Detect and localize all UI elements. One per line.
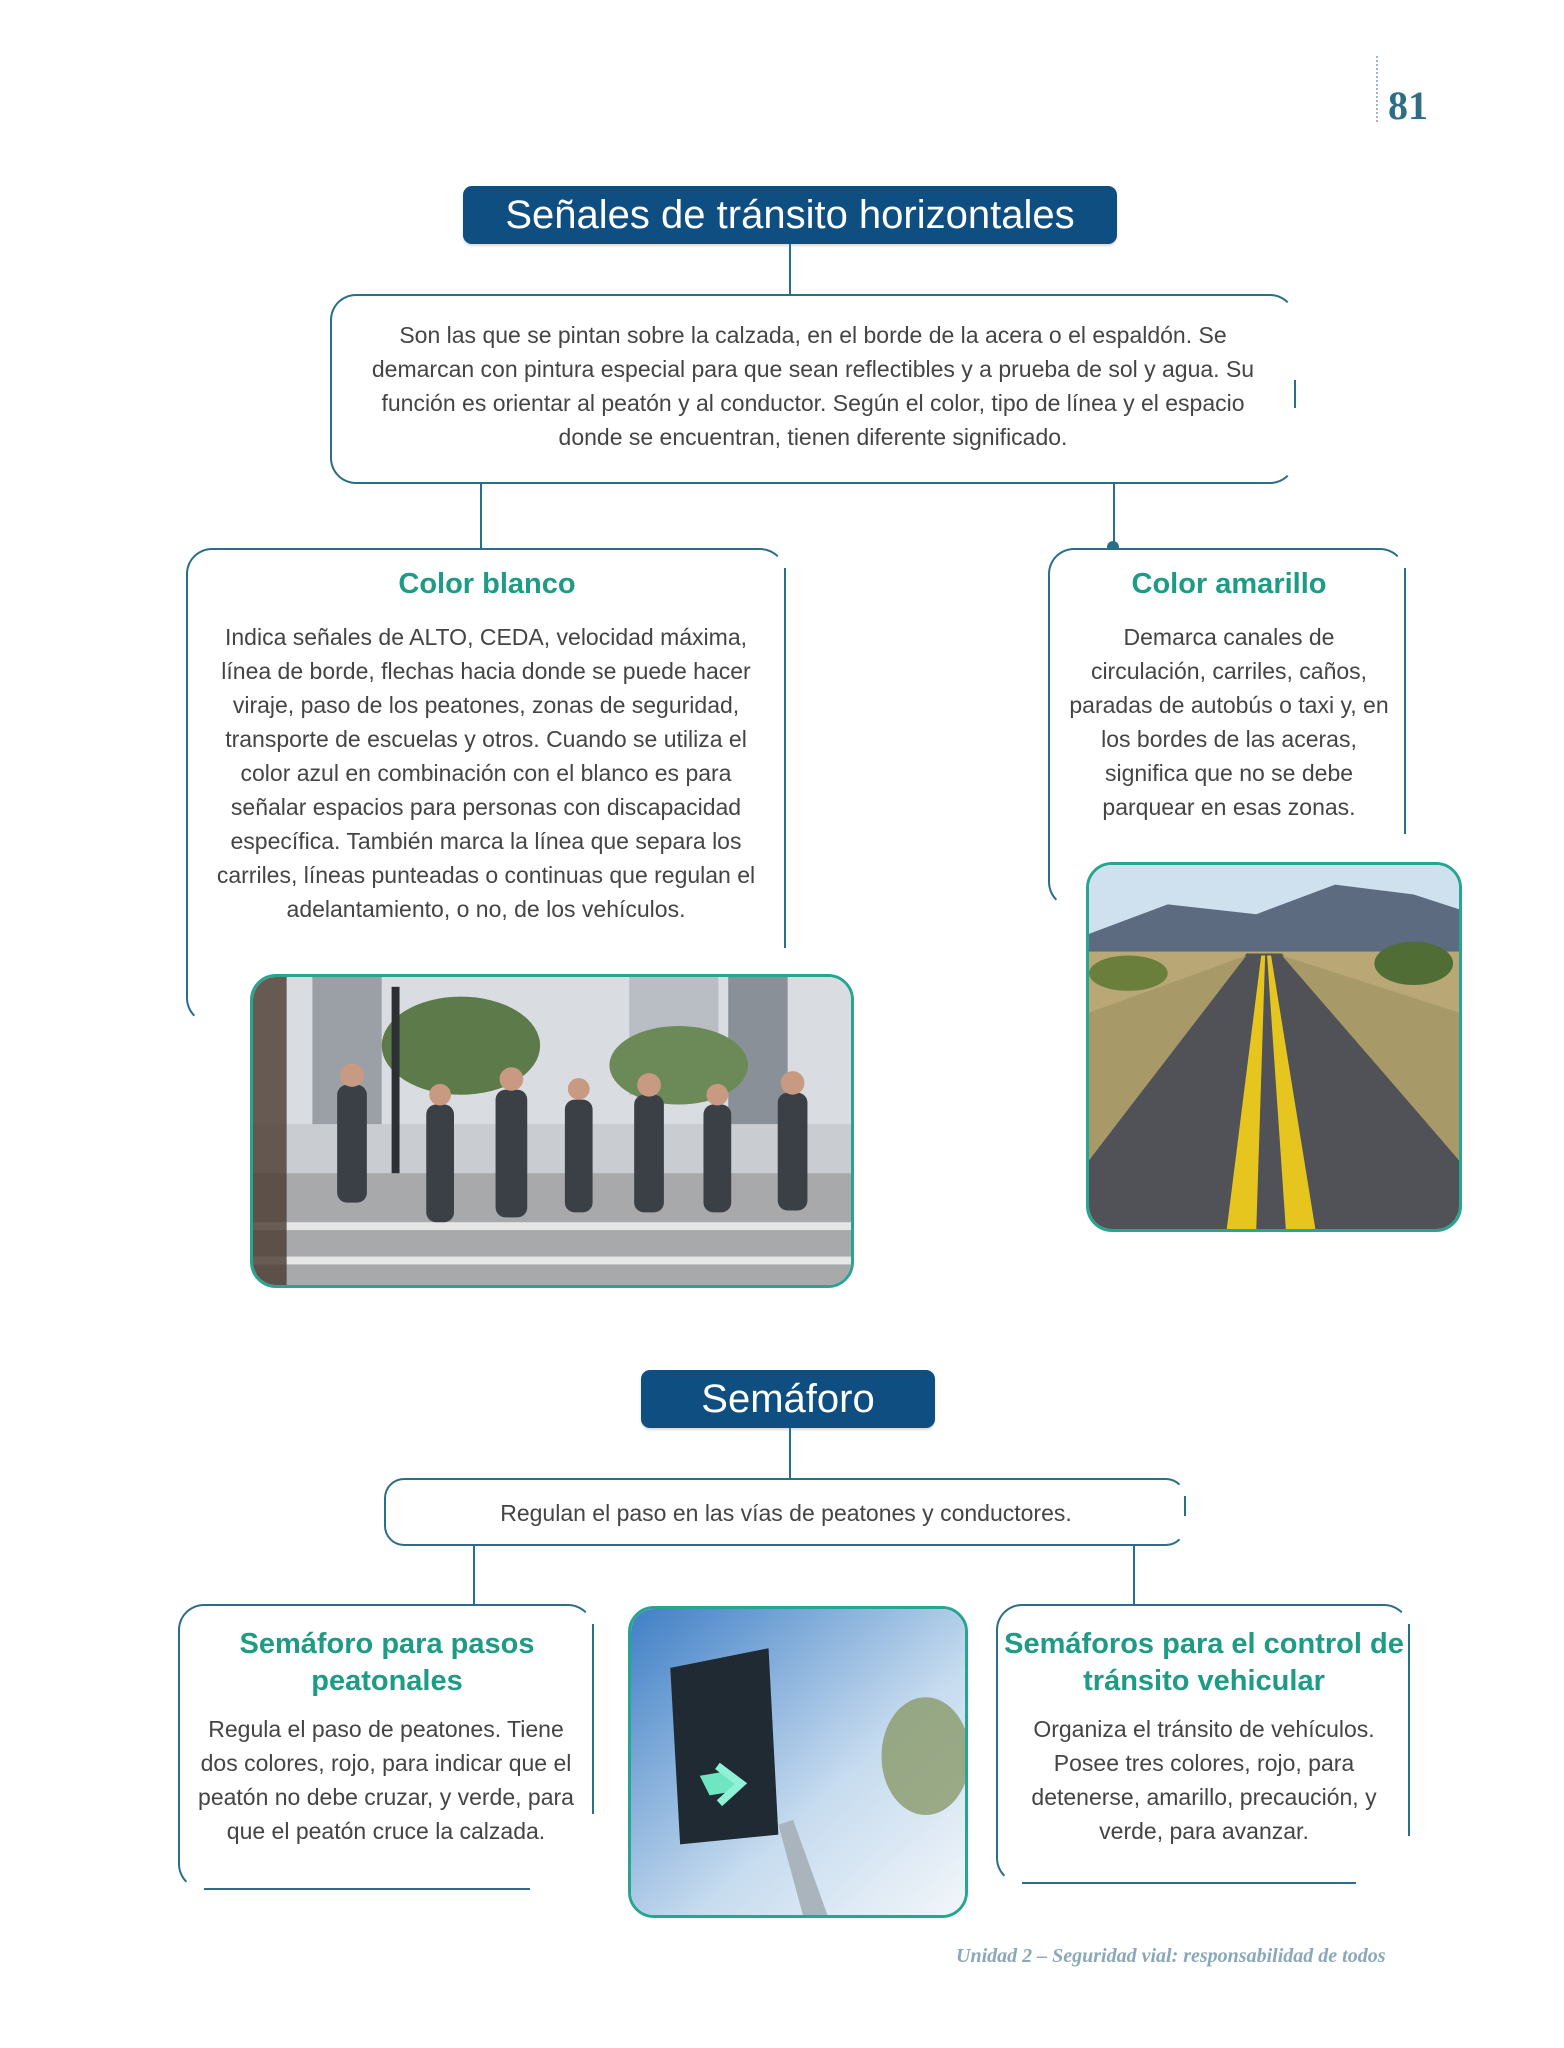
yellow-line-road-illustration xyxy=(1089,865,1459,1229)
white-color-heading: Color blanco xyxy=(398,568,576,600)
pedestrian-crossing-illustration xyxy=(253,977,851,1285)
pedestrian-light-box xyxy=(178,1604,594,1890)
connector-line xyxy=(789,1428,791,1480)
box-edge-line xyxy=(1408,1624,1410,1836)
pedestrian-light-text: Regula el paso de peatones. Tiene dos colores, rojo, para indicar que el peatón no debe cruzar, y verde, para que el peatón cruce la calzada. xyxy=(198,1716,574,1844)
intro-text: Son las que se pintan sobre la calzada, en el borde de la acera o el espaldón. Se demarcan con pintura especial para que sean reflectibles y a prueba de sol y agua. Su función es orientar al peatón y al conductor. Según el color, tipo de línea y el espacio donde se encuentran, tienen diferente significado. xyxy=(371,322,1255,450)
section-title-traffic-light xyxy=(641,1370,935,1428)
page-number-rule xyxy=(1376,56,1378,122)
intro-text: Regulan el paso en las vías de peatones y conductores. xyxy=(500,1500,1072,1526)
vehicular-light-text: Organiza el tránsito de vehículos. Posee tres colores, rojo, para detenerse, amarillo, precaución, y verde, para avanzar. xyxy=(1031,1716,1377,1844)
page-footer: Unidad 2 – Seguridad vial: responsabilidad de todos xyxy=(956,1945,1386,1967)
pedestrian-light-heading: Semáforo para pasos peatonales xyxy=(239,1628,535,1697)
section-title-text: Señales de tránsito horizontales xyxy=(505,193,1075,237)
box-edge-line xyxy=(1022,1882,1356,1884)
intro-box-traffic-light xyxy=(384,1478,1186,1546)
connector-line xyxy=(789,244,791,296)
connector-line xyxy=(473,1546,475,1606)
box-edge-line xyxy=(1404,568,1406,834)
traffic-light-photo xyxy=(628,1606,968,1918)
connector-line xyxy=(1133,1546,1135,1606)
connector-line xyxy=(1113,484,1115,546)
box-edge-line xyxy=(592,1624,594,1814)
yellow-line-road-photo xyxy=(1086,862,1462,1232)
page-number: 81 xyxy=(1388,83,1428,128)
vehicular-light-heading: Semáforos para el control de tránsito vehicular xyxy=(1004,1628,1404,1697)
box-edge-line xyxy=(1184,1496,1186,1516)
connector-line xyxy=(480,484,482,550)
section-title-text: Semáforo xyxy=(701,1377,875,1421)
box-edge-line xyxy=(1294,380,1296,408)
traffic-light-illustration xyxy=(631,1609,965,1915)
section-title-horizontal-signs xyxy=(463,186,1117,244)
white-color-box xyxy=(186,548,786,1024)
pedestrian-crossing-photo xyxy=(250,974,854,1288)
yellow-color-heading: Color amarillo xyxy=(1131,568,1327,600)
yellow-color-box xyxy=(1048,548,1406,908)
box-edge-line xyxy=(204,1888,530,1890)
box-edge-line xyxy=(784,568,786,948)
yellow-color-text: Demarca canales de circulación, carriles, caños, paradas de autobús o taxi y, en los bordes de las aceras, significa que no se debe parquear en esas zonas. xyxy=(1069,624,1389,820)
intro-box-horizontal-signs xyxy=(330,294,1296,484)
white-color-text: Indica señales de ALTO, CEDA, velocidad máxima, línea de borde, flechas hacia donde se puede hacer viraje, paso de los peatones, zonas de seguridad, transporte de escuelas y otros. Cuando se utiliza el color azul en combinación con el blanco es para señalar espacios para personas con discapacidad específica. También marca la línea que separa los carriles, líneas punteadas o continuas que regulan el adelantamiento, o no, de los vehículos. xyxy=(216,624,756,922)
vehicular-light-box xyxy=(996,1604,1410,1884)
